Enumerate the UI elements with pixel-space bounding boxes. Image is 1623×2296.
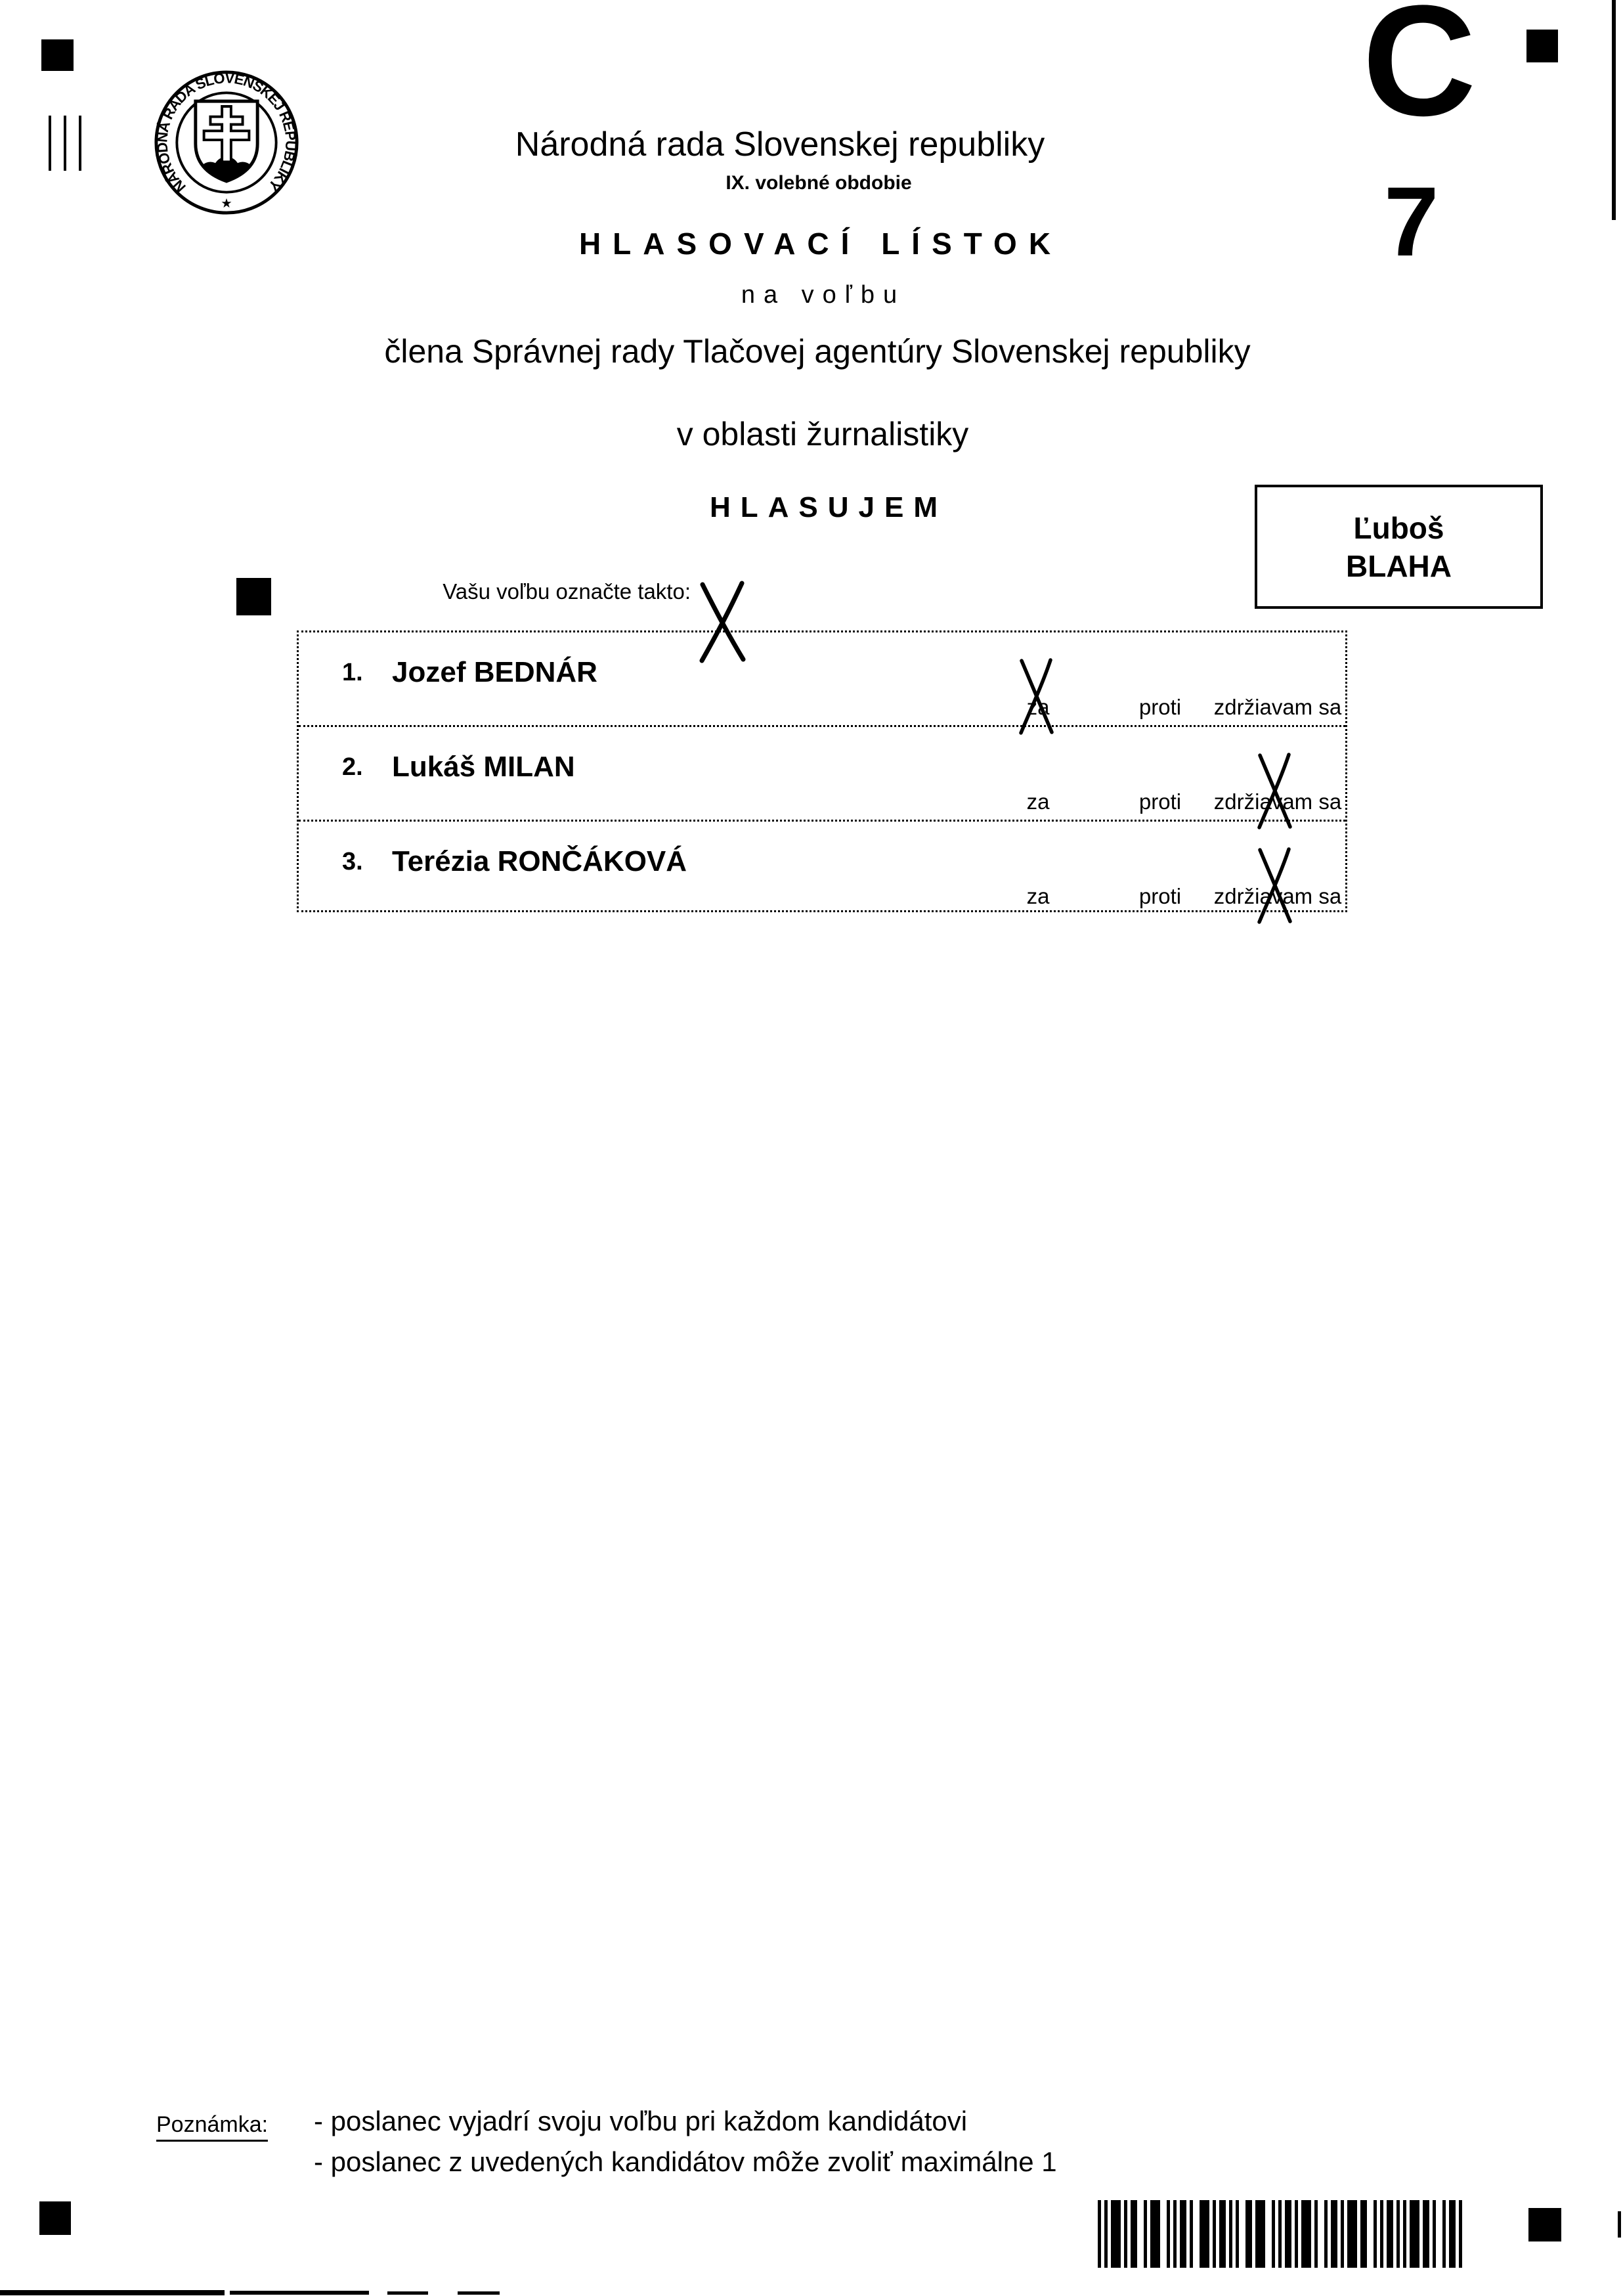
barcode-gap: [1436, 2200, 1442, 2268]
registration-mark-bottom-right: [1528, 2208, 1561, 2241]
vote-option-label: proti: [1138, 789, 1182, 814]
page-edge-line-segment: [458, 2291, 500, 2295]
scan-edge-line: [1612, 0, 1616, 220]
barcode-bar: [1285, 2200, 1291, 2268]
barcode: [1098, 2200, 1465, 2268]
voter-first-name: Ľuboš: [1353, 510, 1444, 545]
candidate-name: Lukáš MILAN: [392, 751, 575, 783]
registration-mark-top-right: [1526, 30, 1558, 62]
registration-mark-bottom-left: [39, 2201, 71, 2235]
candidate-number: 1.: [342, 659, 363, 686]
series-letter: C: [1362, 0, 1477, 148]
candidate-name: Jozef BEDNÁR: [392, 656, 597, 688]
barcode-bar: [1180, 2200, 1186, 2268]
position-line-2: v oblasti žurnalistiky: [676, 416, 969, 453]
registration-mark-top-left: [41, 39, 74, 71]
barcode-gap: [1265, 2200, 1272, 2268]
vote-option-label: zdržiavam sa: [1213, 695, 1342, 719]
barcode-bar: [1423, 2200, 1429, 2268]
barcode-gap: [1193, 2200, 1200, 2268]
candidate-row: [299, 727, 1345, 822]
candidate-number: 2.: [342, 753, 363, 781]
vote-x-mark-icon: [1255, 847, 1295, 928]
candidate-row: [299, 632, 1345, 727]
candidate-name: Terézia RONČÁKOVÁ: [392, 845, 687, 877]
barcode-bar: [1410, 2200, 1419, 2268]
vote-option-label: proti: [1138, 884, 1182, 908]
note-label: Poznámka:: [156, 2112, 268, 2142]
voter-name-box: [1255, 485, 1543, 609]
svg-text:NÁRODNÁ RADA SLOVENSKEJ REPUBL: NÁRODNÁ RADA SLOVENSKEJ REPUBLIKY: [154, 69, 299, 196]
barcode-gap: [1137, 2200, 1144, 2268]
vote-heading: HLASUJEM: [709, 491, 948, 523]
barcode-bar: [1111, 2200, 1121, 2268]
calibration-line-3: [79, 116, 81, 171]
barcode-bar: [1219, 2200, 1226, 2268]
scan-edge-tick: [1618, 2211, 1621, 2238]
vote-option-label: zdržiavam sa: [1213, 884, 1342, 908]
barcode-bar: [1347, 2200, 1357, 2268]
page-edge-line-segment: [0, 2290, 225, 2295]
barcode-bar: [1449, 2200, 1456, 2268]
calibration-line-1: [49, 116, 51, 171]
barcode-bar: [1245, 2200, 1252, 2268]
candidate-row: [299, 822, 1345, 914]
barcode-gap: [1160, 2200, 1167, 2268]
vote-option-label: za: [1026, 789, 1050, 814]
candidate-table: [297, 630, 1347, 912]
ballot-subtitle: na voľbu: [741, 281, 906, 309]
barcode-bar: [1255, 2200, 1265, 2268]
institution-title: Národná rada Slovenskej republiky: [515, 125, 1045, 164]
mark-instruction-label: Vašu voľbu označte takto:: [443, 579, 691, 604]
barcode-gap: [1462, 2200, 1465, 2268]
vote-option-label: za: [1026, 695, 1050, 719]
barcode-bar: [1360, 2200, 1367, 2268]
position-line-1: člena Správnej rady Tlačovej agentúry Slovenskej republiky: [384, 333, 1251, 370]
vote-option-label: za: [1026, 884, 1050, 908]
barcode-gap: [1367, 2200, 1374, 2268]
candidate-number: 3.: [342, 848, 363, 875]
barcode-bar: [1200, 2200, 1209, 2268]
vote-option-label: proti: [1138, 695, 1182, 719]
ballot-number: 7: [1384, 166, 1439, 276]
voter-last-name: BLAHA: [1346, 548, 1452, 583]
barcode-bar: [1150, 2200, 1160, 2268]
barcode-gap: [1239, 2200, 1245, 2268]
page-edge-line-segment: [387, 2291, 428, 2295]
note-line-1: - poslanec vyjadrí svoju voľbu pri každom kandidátovi: [314, 2106, 968, 2136]
ballot-title: HLASOVACÍ LÍSTOK: [578, 227, 1063, 261]
page-edge-line-segment: [230, 2291, 369, 2295]
registration-mark-mid-left: [236, 578, 271, 615]
national-council-seal-icon: [152, 67, 301, 218]
vote-option-label: zdržiavam sa: [1213, 789, 1342, 814]
calibration-line-2: [64, 116, 66, 171]
svg-text:★: ★: [221, 196, 232, 211]
barcode-bar: [1331, 2200, 1337, 2268]
barcode-bar: [1301, 2200, 1311, 2268]
barcode-gap: [1318, 2200, 1324, 2268]
barcode-bar: [1387, 2200, 1393, 2268]
note-line-2: - poslanec z uvedených kandidátov môže zvoliť maximálne 1: [314, 2146, 1057, 2177]
election-term: IX. volebné obdobie: [725, 172, 912, 194]
barcode-bar: [1131, 2200, 1137, 2268]
